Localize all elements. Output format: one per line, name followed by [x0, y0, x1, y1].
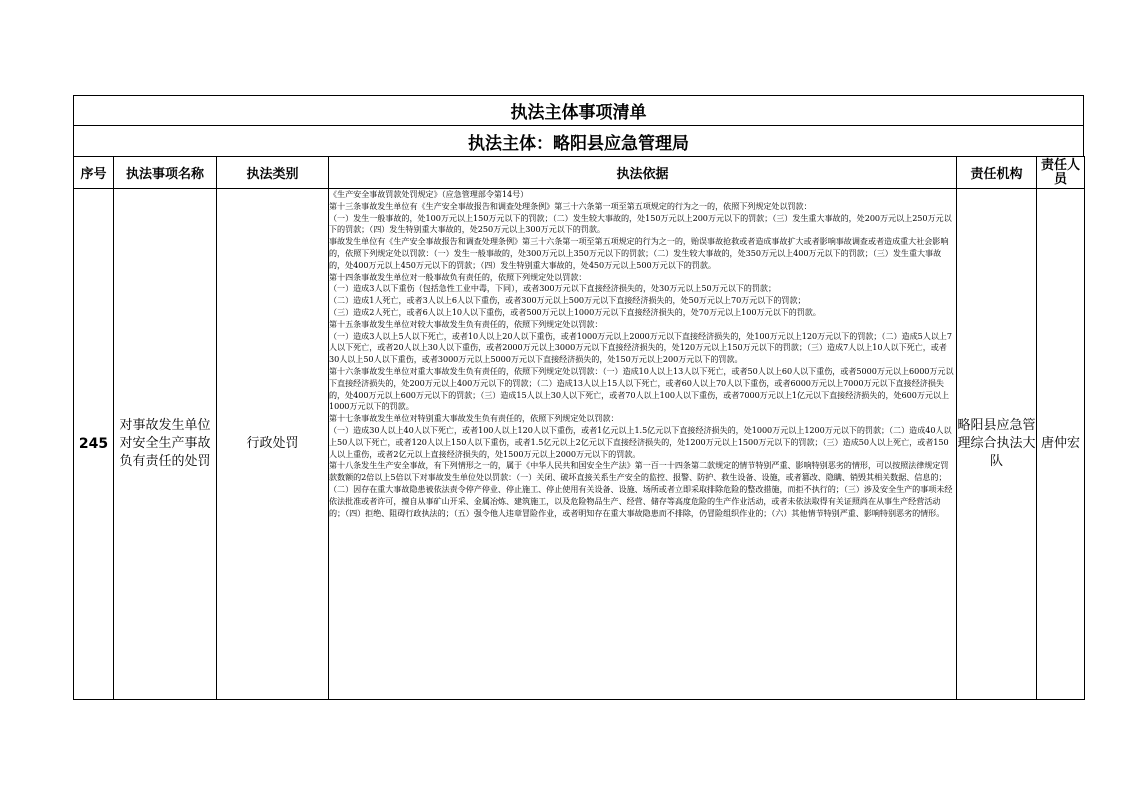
- basis-line: 第十七条事故发生单位对特别重大事故发生负有责任的，依照下列规定处以罚款：: [329, 413, 619, 424]
- header-person: 责任人员: [1037, 157, 1085, 189]
- basis-line: （一）造成3人以上5人以下死亡，或者10人以上20人以下重伤，或者1000万元以上2000万元以下直接经济损失的，处100万元以上120万元以下的罚款；（二）造成5人以上7人以下死亡，或者20人以上30人以下重伤，或者2000万元以上3000万元以下直接经济损失的，处120万元以上150万元以下的罚款；（三）造成7人以上10人以下死亡，或者30人以上50人以下重伤，或者3000万元以上5000万元以下直接经济损失的，处150万元以上200万元以下的罚款。: [329, 330, 952, 365]
- header-row: [74, 157, 1085, 189]
- basis-line: （一）发生一般事故的，处100万元以上150万元以下的罚款；（二）发生较大事故的，处150万元以上200万元以下的罚款；（三）发生重大事故的，处200万元以上250万元以下的罚款；（四）发生特别重大事故的，处250万元以上300万元以下的罚款。: [329, 212, 952, 235]
- row-legal-basis: [329, 189, 957, 700]
- basis-line: 《生产安全事故罚款处罚规定》（应急管理部令第14号）: [329, 189, 529, 199]
- enforcement-table: [73, 156, 1085, 700]
- row-seq: 245: [74, 189, 114, 700]
- header-category: 执法类别: [217, 157, 329, 189]
- basis-line: 第十四条事故发生单位对一般事故负有责任的，依照下列规定处以罚款：: [329, 271, 587, 282]
- basis-line: （二）造成1人死亡，或者3人以上6人以下重伤，或者300万元以上500万元以下直接经济损失的，处50万元以上70万元以下的罚款；: [329, 295, 806, 306]
- basis-line: （一）造成3人以下重伤（包括急性工业中毒，下同），或者300万元以下直接经济损失的，处30万元以上50万元以下的罚款；: [329, 283, 776, 294]
- enforcement-subject: 执法主体：略阳县应急管理局: [73, 125, 1084, 156]
- header-seq: 序号: [74, 157, 114, 189]
- basis-line: 第十五条事故发生单位对较大事故发生负有责任的，依照下列规定处以罚款：: [329, 318, 603, 329]
- document-title: 执法主体事项清单: [73, 95, 1084, 125]
- header-basis: 执法依据: [329, 157, 957, 189]
- basis-line: 第十八条发生生产安全事故，有下列情形之一的，属于《中华人民共和国安全生产法》第一百一十四条第二款规定的情节特别严重、影响特别恶劣的情形，可以按照法律规定罚款数额的2倍以上5倍以下对事故发生单位处以罚款：（一）关闭、破坏直接关系生产安全的监控、报警、防护、救生设备、设施，或者篡改、隐瞒、销毁其相关数据、信息的；（二）因存在重大事故隐患被依法责令停产停业、停止施工、停止使用有关设备、设施、场所或者立即采取排除危险的整改措施，而拒不执行的；（三）涉及安全生产的事项未经依法批准或者许可，擅自从事矿山开采、金属冶炼、建筑施工，以及危险物品生产、经营、储存等高度危险的生产作业活动，或者未依法取得有关证照尚在从事生产经营活动的；（四）拒绝、阻碍行政执法的；（五）强令他人违章冒险作业，或者明知存在重大事故隐患而不排除，仍冒险组织作业的；（六）其他情节特别严重、影响特别恶劣的情形。: [329, 460, 953, 518]
- row-category: 行政处罚: [217, 189, 329, 700]
- basis-line: （一）造成30人以上40人以下死亡，或者100人以上120人以下重伤，或者1亿元以上1.5亿元以下直接经济损失的，处1000万元以上1200万元以下的罚款；（二）造成40人以上50人以下死亡，或者120人以上150人以下重伤，或者1.5亿元以上2亿元以下直接经济损失的，处1200万元以上1500万元以下的罚款；（三）造成50人以上死亡，或者150人以上重伤，或者2亿元以上直接经济损失的，处1500万元以上2000万元以下的罚款。: [329, 424, 952, 459]
- table-row: [74, 189, 1085, 700]
- header-item-name: 执法事项名称: [114, 157, 217, 189]
- row-person: 唐仲宏: [1037, 189, 1085, 700]
- basis-line: （三）造成2人死亡，或者6人以上10人以下重伤，或者500万元以上1000万元以下直接经济损失的，处70万元以上100万元以下的罚款。: [329, 306, 821, 317]
- enforcement-item-sheet: [73, 95, 1085, 699]
- header-agency: 责任机构: [957, 157, 1037, 189]
- basis-line: 事故发生单位有《生产安全事故报告和调查处理条例》第三十六条第一项至第五项规定的行为之一的，贻误事故抢救或者造成事故扩大或者影响事故调查或者造成重大社会影响的，依照下列规定处以罚款：（一）发生一般事故的，处300万元以上350万元以下的罚款；（二）发生较大事故的，处350万元以上400万元以下的罚款；（三）发生重大事故的，处400万元以上450万元以下的罚款；（四）发生特别重大事故的，处450万元以上500万元以下的罚款。: [329, 236, 949, 270]
- row-item-name: 对事故发生单位对安全生产事故负有责任的处罚: [114, 189, 217, 700]
- basis-line: 第十三条事故发生单位有《生产安全事故报告和调查处理条例》第三十六条第一项至第五项规定的行为之一的，依照下列规定处以罚款：: [329, 200, 812, 211]
- basis-line: 第十六条事故发生单位对重大事故发生负有责任的，依照下列规定处以罚款：（一）造成10人以上13人以下死亡，或者50人以上60人以下重伤，或者5000万元以上6000万元以下直接经济损失的，处200万元以上400万元以下的罚款；（二）造成13人以上15人以下死亡，或者60人以上70人以下重伤，或者6000万元以上7000万元以下直接经济损失的，处400万元以上600万元以下的罚款；（三）造成15人以上30人以下死亡，或者70人以上100人以下重伤，或者7000万元以上1亿元以下直接经济损失的，处600万元以上1000万元以下的罚款。: [329, 365, 954, 412]
- row-agency: 略阳县应急管理综合执法大队: [957, 189, 1037, 700]
